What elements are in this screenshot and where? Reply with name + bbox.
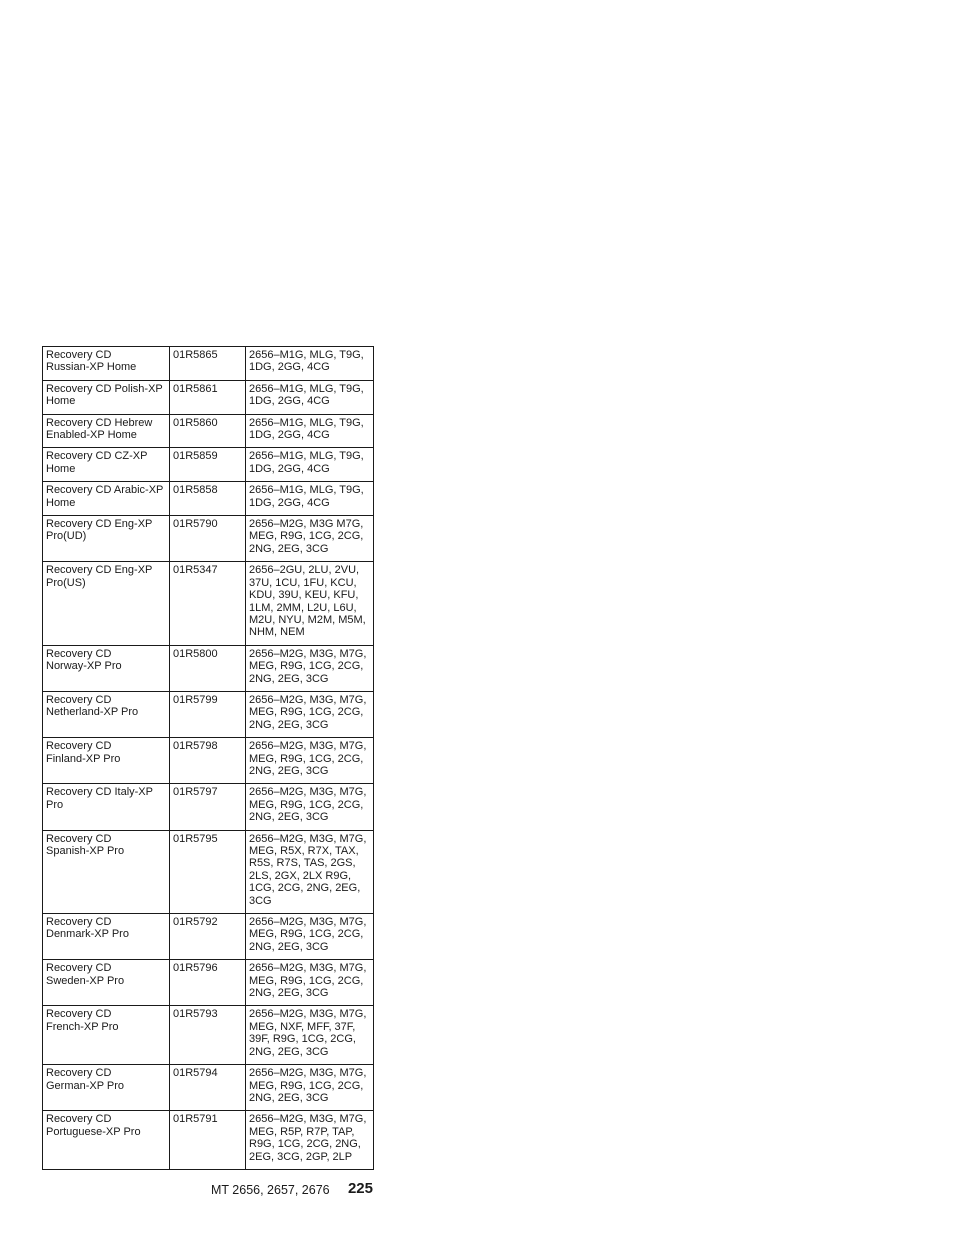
table-row bbox=[43, 738, 374, 784]
machine-types-cell: 2656–M2G, M3G, M7G, MEG, R5X, R7X, TAX, R5S, R7S, TAS, 2GS, 2LS, 2GX, 2LX R9G, 1CG, 2CG, 2NG, 2EG, 3CG bbox=[246, 830, 374, 913]
part-description-cell: Recovery CD Polish-XP Home bbox=[43, 380, 170, 414]
part-description-cell: Recovery CD Finland-XP Pro bbox=[43, 738, 170, 784]
part-description-cell: Recovery CD Eng-XP Pro(US) bbox=[43, 562, 170, 645]
fru-number-cell: 01R5799 bbox=[170, 691, 246, 737]
fru-number-cell: 01R5797 bbox=[170, 784, 246, 830]
table-row bbox=[43, 645, 374, 691]
table-row bbox=[43, 914, 374, 960]
table-row bbox=[43, 1111, 374, 1170]
part-description-cell: Recovery CD Arabic-XP Home bbox=[43, 482, 170, 516]
part-description-cell: Recovery CD Italy-XP Pro bbox=[43, 784, 170, 830]
fru-number-cell: 01R5791 bbox=[170, 1111, 246, 1170]
machine-types-cell: 2656–M2G, M3G, M7G, MEG, R9G, 1CG, 2CG, 2NG, 2EG, 3CG bbox=[246, 784, 374, 830]
machine-types-cell: 2656–M2G, M3G M7G, MEG, R9G, 1CG, 2CG, 2NG, 2EG, 3CG bbox=[246, 516, 374, 562]
table-row bbox=[43, 562, 374, 645]
part-description-cell: Recovery CD Russian-XP Home bbox=[43, 347, 170, 381]
machine-types-cell: 2656–M2G, M3G, M7G, MEG, R9G, 1CG, 2CG, 2NG, 2EG, 3CG bbox=[246, 691, 374, 737]
machine-types-cell: 2656–M2G, M3G, M7G, MEG, R9G, 1CG, 2CG, 2NG, 2EG, 3CG bbox=[246, 960, 374, 1006]
part-description-cell: Recovery CD Hebrew Enabled-XP Home bbox=[43, 414, 170, 448]
table-row bbox=[43, 380, 374, 414]
part-description-cell: Recovery CD Netherland-XP Pro bbox=[43, 691, 170, 737]
fru-number-cell: 01R5793 bbox=[170, 1006, 246, 1065]
table-row bbox=[43, 784, 374, 830]
machine-types-cell: 2656–M1G, MLG, T9G, 1DG, 2GG, 4CG bbox=[246, 414, 374, 448]
fru-number-cell: 01R5865 bbox=[170, 347, 246, 381]
fru-number-cell: 01R5800 bbox=[170, 645, 246, 691]
machine-types-cell: 2656–M2G, M3G, M7G, MEG, R9G, 1CG, 2CG, 2NG, 2EG, 3CG bbox=[246, 645, 374, 691]
fru-number-cell: 01R5792 bbox=[170, 914, 246, 960]
table-row bbox=[43, 414, 374, 448]
machine-types-cell: 2656–M2G, M3G, M7G, MEG, R9G, 1CG, 2CG, 2NG, 2EG, 3CG bbox=[246, 738, 374, 784]
fru-number-cell: 01R5859 bbox=[170, 448, 246, 482]
fru-number-cell: 01R5860 bbox=[170, 414, 246, 448]
machine-types-cell: 2656–M1G, MLG, T9G, 1DG, 2GG, 4CG bbox=[246, 347, 374, 381]
fru-number-cell: 01R5347 bbox=[170, 562, 246, 645]
part-description-cell: Recovery CD Norway-XP Pro bbox=[43, 645, 170, 691]
machine-types-cell: 2656–M2G, M3G, M7G, MEG, R9G, 1CG, 2CG, 2NG, 2EG, 3CG bbox=[246, 1065, 374, 1111]
machine-types-cell: 2656–2GU, 2LU, 2VU, 37U, 1CU, 1FU, KCU, KDU, 39U, KEU, KFU, 1LM, 2MM, L2U, L6U, M2U, NYU, M2M, M5M, NHM, NEM bbox=[246, 562, 374, 645]
fru-number-cell: 01R5858 bbox=[170, 482, 246, 516]
footer-machine-types: MT 2656, 2657, 2676 bbox=[211, 1183, 330, 1197]
fru-number-cell: 01R5796 bbox=[170, 960, 246, 1006]
parts-table-body bbox=[43, 347, 374, 1170]
fru-number-cell: 01R5861 bbox=[170, 380, 246, 414]
fru-number-cell: 01R5798 bbox=[170, 738, 246, 784]
part-description-cell: Recovery CD Sweden-XP Pro bbox=[43, 960, 170, 1006]
table-row bbox=[43, 691, 374, 737]
page-number: 225 bbox=[347, 1180, 373, 1197]
fru-number-cell: 01R5795 bbox=[170, 830, 246, 913]
table-row bbox=[43, 482, 374, 516]
table-row bbox=[43, 347, 374, 381]
part-description-cell: Recovery CD Eng-XP Pro(UD) bbox=[43, 516, 170, 562]
part-description-cell: Recovery CD German-XP Pro bbox=[43, 1065, 170, 1111]
table-row bbox=[43, 960, 374, 1006]
machine-types-cell: 2656–M1G, MLG, T9G, 1DG, 2GG, 4CG bbox=[246, 482, 374, 516]
part-description-cell: Recovery CD Portuguese-XP Pro bbox=[43, 1111, 170, 1170]
machine-types-cell: 2656–M2G, M3G, M7G, MEG, R9G, 1CG, 2CG, 2NG, 2EG, 3CG bbox=[246, 914, 374, 960]
machine-types-cell: 2656–M1G, MLG, T9G, 1DG, 2GG, 4CG bbox=[246, 448, 374, 482]
table-row bbox=[43, 1065, 374, 1111]
part-description-cell: Recovery CD Denmark-XP Pro bbox=[43, 914, 170, 960]
fru-number-cell: 01R5794 bbox=[170, 1065, 246, 1111]
machine-types-cell: 2656–M2G, M3G, M7G, MEG, NXF, MFF, 37F, 39F, R9G, 1CG, 2CG, 2NG, 2EG, 3CG bbox=[246, 1006, 374, 1065]
machine-types-cell: 2656–M1G, MLG, T9G, 1DG, 2GG, 4CG bbox=[246, 380, 374, 414]
table-row bbox=[43, 830, 374, 913]
table-row bbox=[43, 1006, 374, 1065]
part-description-cell: Recovery CD CZ-XP Home bbox=[43, 448, 170, 482]
part-description-cell: Recovery CD French-XP Pro bbox=[43, 1006, 170, 1065]
fru-number-cell: 01R5790 bbox=[170, 516, 246, 562]
machine-types-cell: 2656–M2G, M3G, M7G, MEG, R5P, R7P, TAP, R9G, 1CG, 2CG, 2NG, 2EG, 3CG, 2GP, 2LP bbox=[246, 1111, 374, 1170]
table-row bbox=[43, 448, 374, 482]
part-description-cell: Recovery CD Spanish-XP Pro bbox=[43, 830, 170, 913]
recovery-cd-parts-table bbox=[42, 346, 374, 1170]
table-row bbox=[43, 516, 374, 562]
